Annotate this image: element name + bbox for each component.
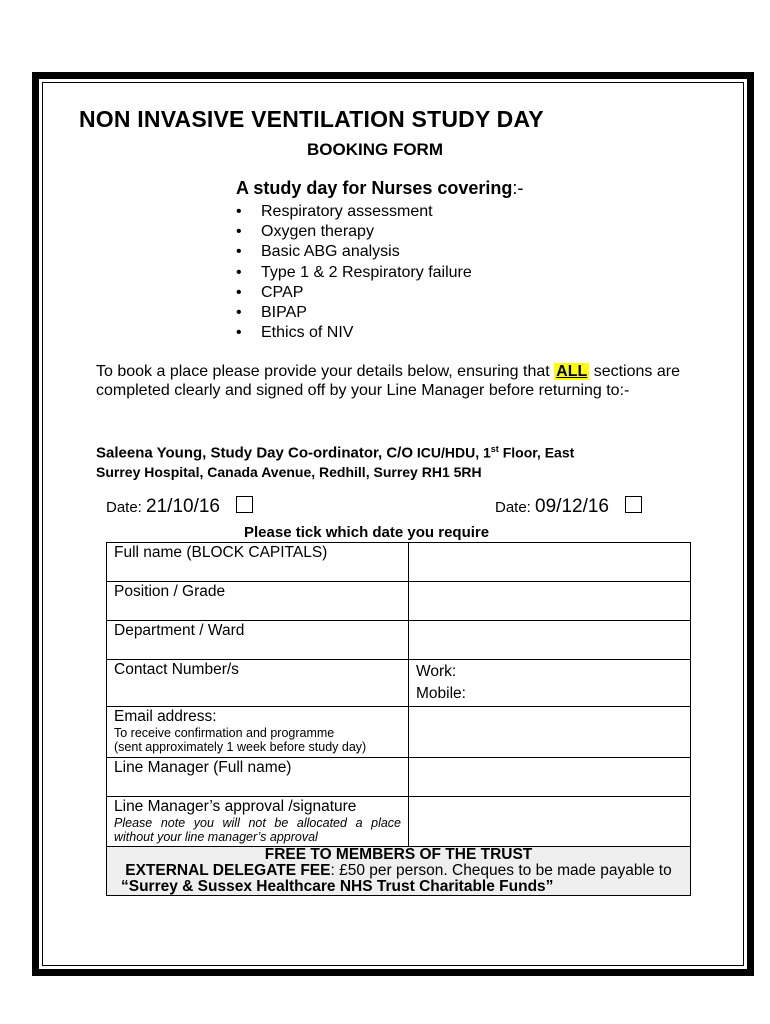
- topic-item: [236, 283, 472, 303]
- contact-field[interactable]: [409, 660, 691, 707]
- coordinator-address: [96, 440, 680, 481]
- approval-signature-field[interactable]: [409, 797, 691, 847]
- date-1-checkbox[interactable]: [236, 496, 253, 513]
- topic-label: Oxygen therapy: [261, 223, 374, 241]
- covering-suffix: :-: [512, 178, 524, 198]
- bullet-icon: •: [236, 203, 242, 220]
- topic-label: Respiratory assessment: [261, 203, 433, 220]
- date-value: 09/12/16: [535, 496, 609, 517]
- highlighted-all: ALL: [556, 363, 588, 380]
- email-label-cell: [107, 707, 409, 758]
- line-manager-label: Line Manager (Full name): [107, 758, 409, 797]
- bullet-icon: •: [236, 283, 242, 301]
- email-field[interactable]: [409, 707, 691, 758]
- date-option-1: [106, 496, 253, 518]
- contact-label: Contact Number/s: [107, 660, 409, 707]
- topic-item: [236, 263, 472, 283]
- table-row: [107, 582, 691, 621]
- fee-line: [111, 863, 686, 879]
- email-note: To receive confirmation and programme: [114, 726, 335, 740]
- free-note: FREE TO MEMBERS OF THE TRUST: [264, 846, 533, 863]
- topic-label: Basic ABG analysis: [261, 243, 400, 261]
- payee-text: “Surrey & Sussex Healthcare NHS Trust Charitable Funds”: [121, 878, 554, 895]
- topic-item: [236, 242, 472, 262]
- date-value: 21/10/16: [146, 496, 220, 517]
- form-subtitle: BOOKING FORM: [307, 140, 443, 159]
- floor-suffix: st: [490, 444, 499, 454]
- table-row: [107, 543, 691, 582]
- fee-footer: [107, 847, 691, 896]
- date-label: Date:: [106, 499, 147, 516]
- form-title: NON INVASIVE VENTILATION STUDY DAY: [79, 106, 544, 132]
- intro-text: To book a place please provide your details below, ensuring that: [96, 363, 555, 380]
- coordinator-floor: Floor, East: [498, 444, 575, 461]
- fee-text: : £50 per person. Cheques to be made payable to: [330, 862, 672, 879]
- bullet-icon: •: [236, 243, 242, 261]
- table-row: [107, 660, 691, 707]
- bullet-icon: •: [236, 263, 242, 281]
- topic-label: Type 1 & 2 Respiratory failure: [261, 263, 472, 281]
- date-option-2: [495, 496, 642, 518]
- work-label: Work:: [416, 663, 457, 680]
- full-name-label: Full name (BLOCK CAPITALS): [107, 543, 409, 582]
- department-field[interactable]: [409, 621, 691, 660]
- covering-heading-text: A study day for Nurses covering: [236, 178, 513, 198]
- approval-label-cell: [107, 797, 409, 847]
- fee-label: EXTERNAL DELEGATE FEE: [125, 862, 331, 879]
- coordinator-hospital: Surrey Hospital, Canada Avenue, Redhill, Surrey RH1 5RH: [96, 463, 482, 480]
- approval-label: Line Manager’s approval /signature: [114, 798, 357, 815]
- coordinator-unit: ICU/HDU, 1: [413, 444, 491, 461]
- mobile-label: Mobile:: [416, 685, 466, 702]
- date-2-checkbox[interactable]: [625, 496, 642, 513]
- intro-text-rest: sections are completed clearly and signed off by your Line Manager before returning to:-: [96, 363, 680, 399]
- topic-label: Ethics of NIV: [261, 324, 354, 342]
- topic-label: CPAP: [261, 283, 304, 301]
- coordinator-name: Saleena Young, Study Day Co-ordinator, C/O: [96, 444, 413, 462]
- approval-note: Please note you will not be allocated a place without your line manager’s approval: [114, 816, 401, 844]
- bullet-icon: •: [236, 223, 242, 241]
- topic-item: [236, 323, 472, 343]
- table-row: [107, 758, 691, 797]
- booking-table: [106, 542, 691, 896]
- bullet-icon: •: [236, 303, 242, 321]
- table-row: [107, 621, 691, 660]
- topic-list: [236, 202, 472, 343]
- email-label: Email address:: [114, 708, 217, 725]
- date-label: Date:: [495, 499, 536, 516]
- tick-instruction: Please tick which date you require: [244, 524, 490, 541]
- covering-heading: [236, 178, 523, 199]
- table-row: [107, 847, 691, 896]
- full-name-field[interactable]: [409, 543, 691, 582]
- topic-item: [236, 303, 472, 323]
- topic-item: [236, 202, 472, 222]
- table-row: [107, 797, 691, 847]
- booking-instructions: [96, 362, 680, 400]
- topic-label: BIPAP: [261, 303, 307, 321]
- position-field[interactable]: [409, 582, 691, 621]
- topic-item: [236, 222, 472, 242]
- table-row: [107, 707, 691, 758]
- email-note-2: (sent approximately 1 week before study day): [114, 740, 367, 754]
- bullet-icon: •: [236, 324, 242, 342]
- position-label: Position / Grade: [107, 582, 409, 621]
- department-label: Department / Ward: [107, 621, 409, 660]
- line-manager-field[interactable]: [409, 758, 691, 797]
